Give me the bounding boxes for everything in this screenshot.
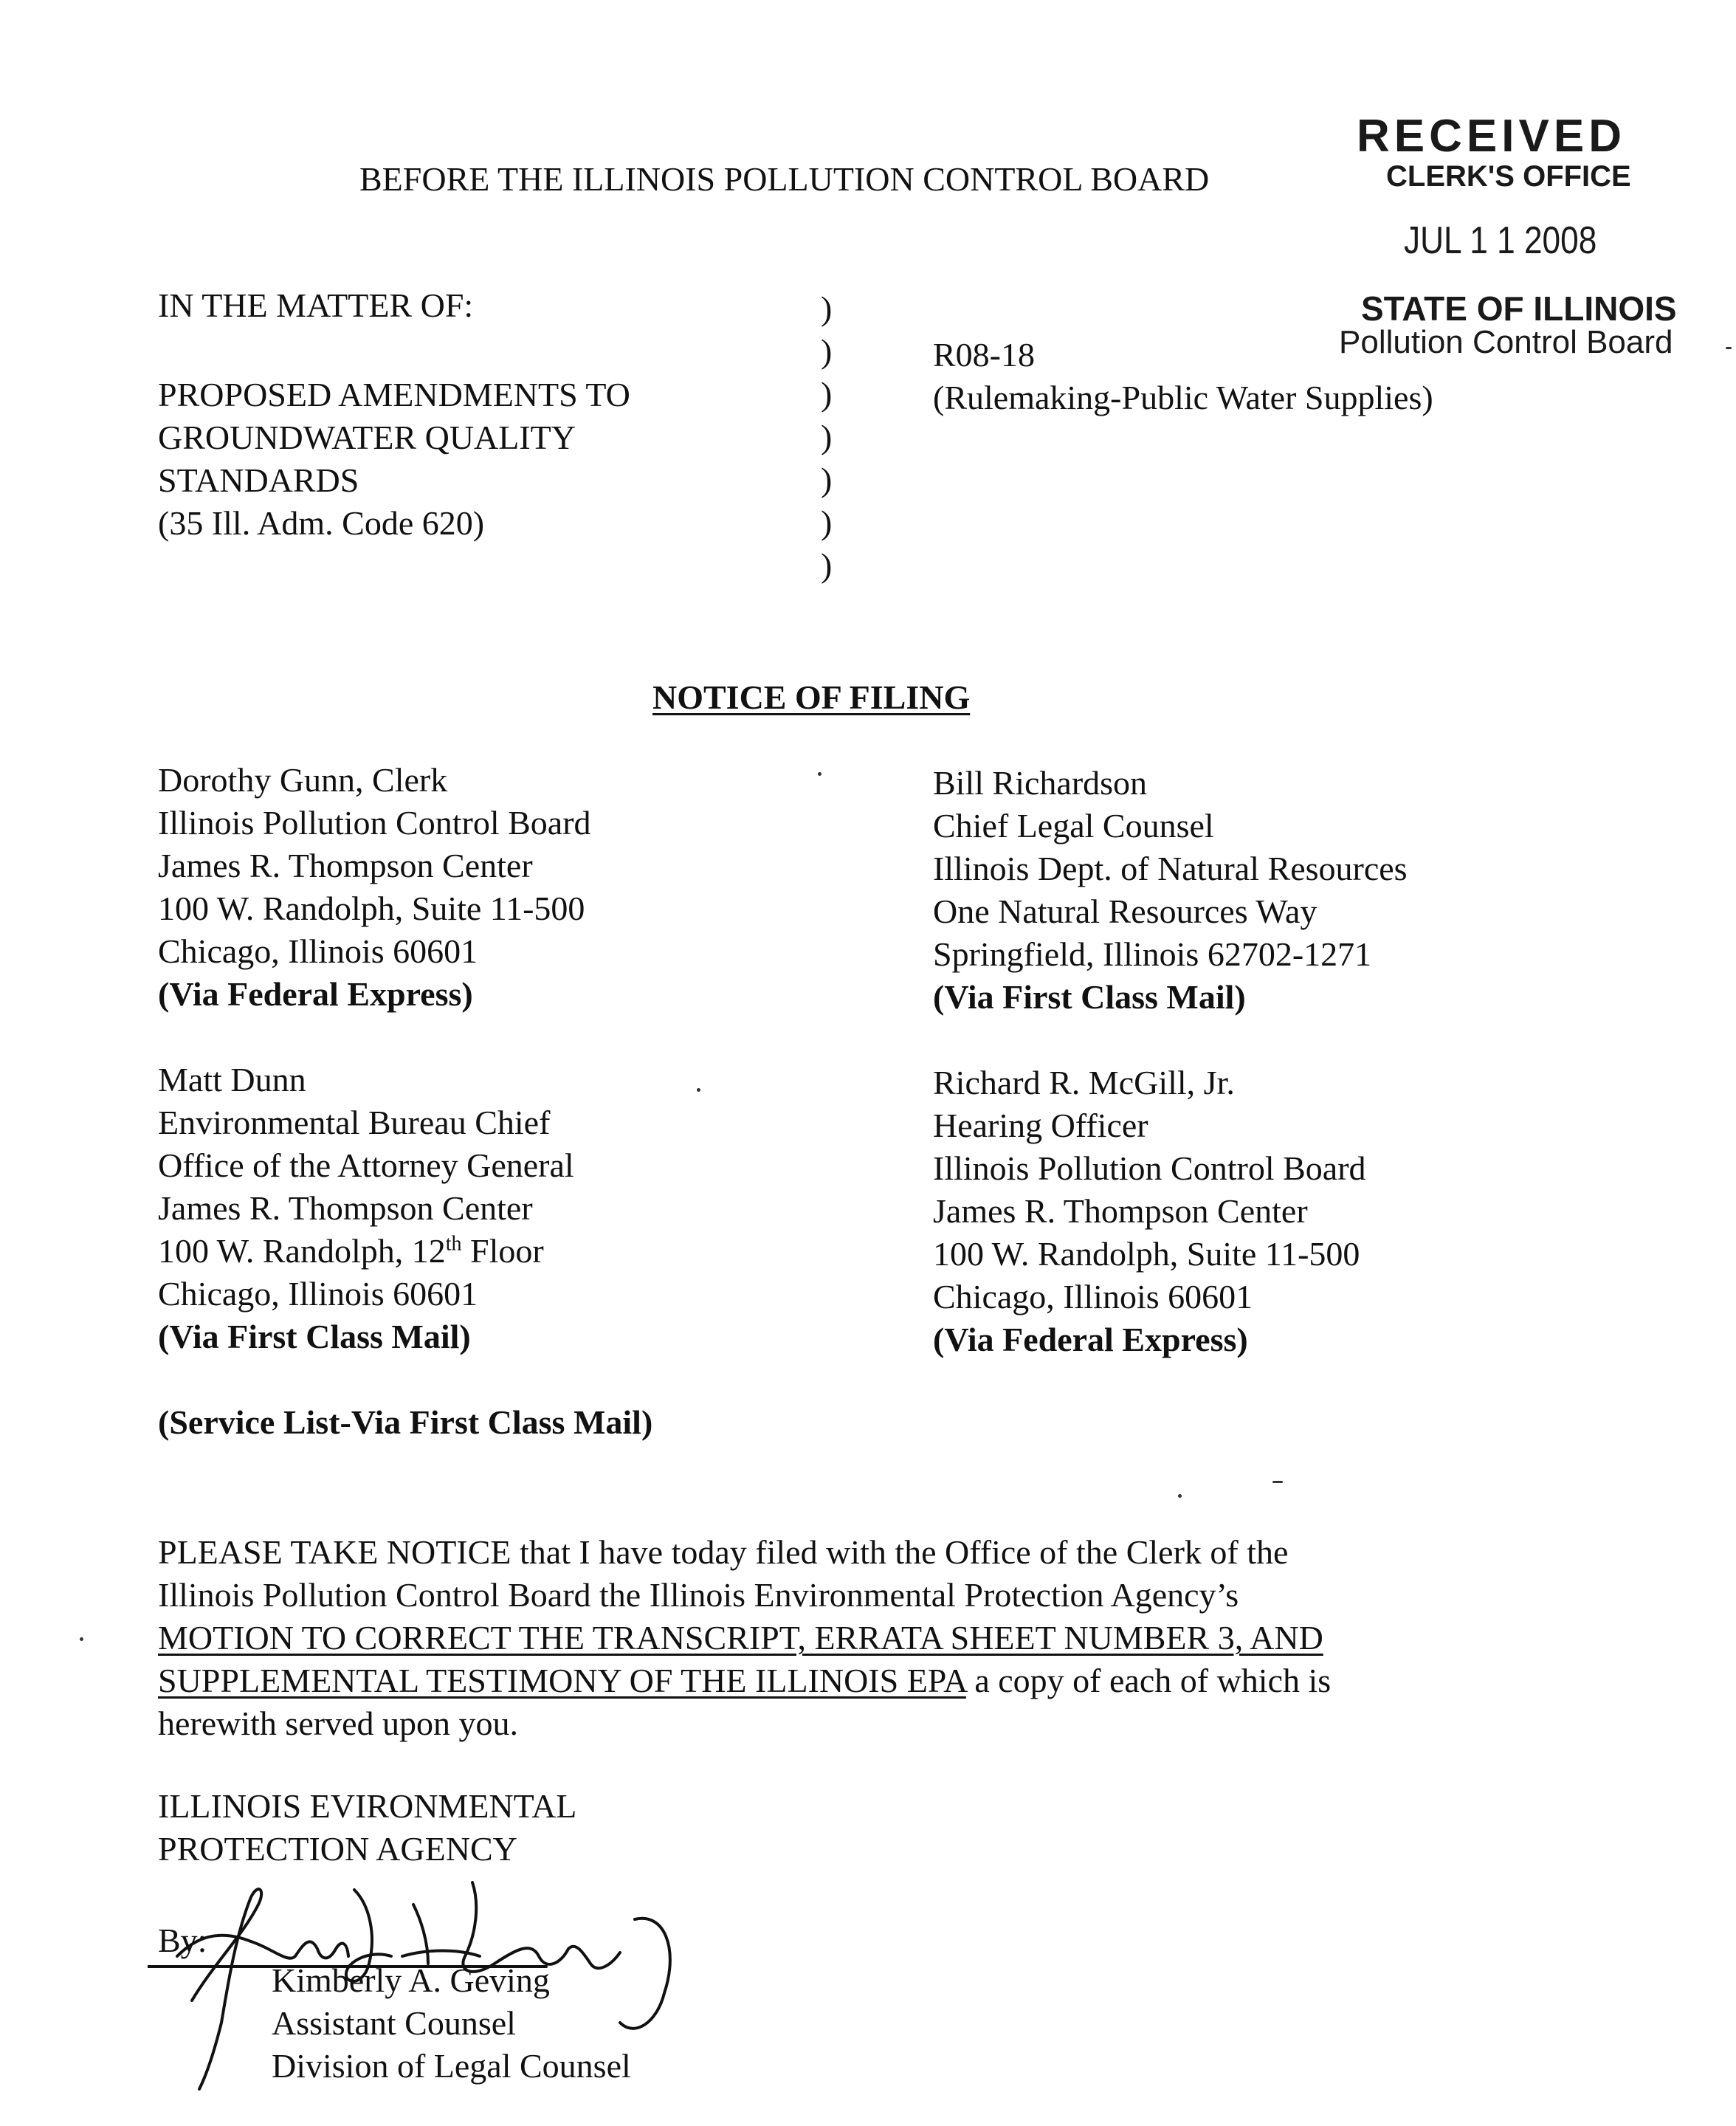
notice-line: PLEASE TAKE NOTICE that I have today filed with the Office of the Clerk of the [158,1533,1289,1571]
stamp-board: Pollution Control Board [1339,324,1673,360]
floor-label: Floor [461,1232,544,1270]
recipient-line: Matt Dunn [158,1061,306,1098]
paren: ) [821,546,833,584]
matter-line: PROPOSED AMENDMENTS TO [158,376,630,413]
page-title: BEFORE THE ILLINOIS POLLUTION CONTROL BOARD [359,160,1210,198]
recipient-line: James R. Thompson Center [158,847,533,884]
recipient-line: Springfield, Illinois 62702-1271 [933,935,1372,973]
stamp-clerks-office: CLERK'S OFFICE [1386,160,1631,193]
case-type: (Rulemaking-Public Water Supplies) [933,379,1433,416]
scan-speck [1272,1481,1283,1483]
ordinal-suffix: th [445,1232,462,1256]
notice-line: Illinois Pollution Control Board the Illinois Environmental Protection Agency’s [158,1576,1239,1614]
recipient-block [158,759,591,1016]
signer-title: Assistant Counsel [272,2004,516,2042]
recipient-line: James R. Thompson Center [933,1192,1308,1230]
received-stamp: RECEIVED [1357,111,1626,162]
notice-line [158,1617,1331,1659]
scan-speck [818,772,822,776]
recipient-line: Chicago, Illinois 60601 [158,1275,478,1313]
stamp-state: STATE OF ILLINOIS [1361,289,1677,328]
delivery-method: (Via Federal Express) [933,1321,1248,1358]
recipient-block [933,762,1408,1019]
recipient-block [933,1062,1366,1361]
recipient-line: James R. Thompson Center [158,1189,533,1227]
stamp-date: JUL 1 1 2008 [1404,219,1597,262]
recipient-line: Richard R. McGill, Jr. [933,1064,1235,1101]
signer-name: Kimberly A. Geving [272,1961,550,1999]
agency-line: PROTECTION AGENCY [158,1830,517,1868]
signature-stroke [192,1889,261,2089]
matter-label: IN THE MATTER OF: [158,286,474,324]
service-list-note: (Service List-Via First Class Mail) [158,1403,653,1441]
matter-line: (35 Ill. Adm. Code 620) [158,504,485,542]
recipient-block [158,1059,574,1358]
recipient-line-floor [158,1230,574,1273]
recipient-line: Illinois Pollution Control Board [933,1149,1366,1187]
recipient-line: Bill Richardson [933,764,1148,802]
recipient-address: 100 W. Randolph, 12 [158,1232,446,1270]
filed-documents-title: SUPPLEMENTAL TESTIMONY OF THE ILLINOIS EPA [158,1662,966,1699]
paren: ) [821,289,833,327]
recipient-line: Office of the Attorney General [158,1146,574,1184]
notice-paragraph [158,1531,1331,1745]
paren: ) [821,332,833,370]
notice-tail: a copy of each of which is [965,1662,1332,1699]
recipient-line: Dorothy Gunn, Clerk [158,761,448,799]
recipient-line: 100 W. Randolph, Suite 11-500 [158,890,585,927]
paren: ) [821,461,833,498]
recipient-line: Illinois Pollution Control Board [158,804,591,842]
caption-parentheses [821,287,832,587]
recipient-line: 100 W. Randolph, Suite 11-500 [933,1235,1360,1273]
signer-info [272,1959,631,2088]
by-label: By: [158,1922,207,1959]
recipient-line: Hearing Officer [933,1107,1148,1144]
recipient-line: Environmental Bureau Chief [158,1104,551,1141]
matter-line: GROUNDWATER QUALITY [158,419,576,456]
scan-speck [80,1637,83,1641]
filed-documents-title: MOTION TO CORRECT THE TRANSCRIPT, ERRATA SHEET NUMBER 3, AND [158,1619,1323,1657]
agency-line: ILLINOIS EVIRONMENTAL [158,1787,577,1825]
notice-title: NOTICE OF FILING [652,678,971,716]
delivery-method: (Via First Class Mail) [933,978,1246,1016]
paren: ) [821,375,833,413]
scan-speck [1726,347,1732,349]
case-number: R08-18 [933,336,1035,374]
signature-stroke [177,1936,348,1958]
agency-name [158,1785,576,1871]
recipient-line: Illinois Dept. of Natural Resources [933,850,1408,887]
recipient-line: Chicago, Illinois 60601 [933,1278,1253,1315]
matter-line: STANDARDS [158,461,359,499]
delivery-method: (Via Federal Express) [158,975,473,1013]
paren: ) [821,418,833,455]
recipient-line: Chicago, Illinois 60601 [158,932,478,970]
scan-speck [697,1088,700,1092]
signer-division: Division of Legal Counsel [272,2047,631,2085]
signature-stroke [402,1905,480,1964]
delivery-method: (Via First Class Mail) [158,1318,471,1355]
matter-description [158,374,630,545]
notice-line [158,1659,1331,1702]
recipient-line: One Natural Resources Way [933,892,1318,930]
scan-speck [1178,1494,1182,1498]
signature-stroke [463,1882,620,1972]
paren: ) [821,503,833,541]
notice-line: herewith served upon you. [158,1704,518,1742]
recipient-line: Chief Legal Counsel [933,807,1214,844]
